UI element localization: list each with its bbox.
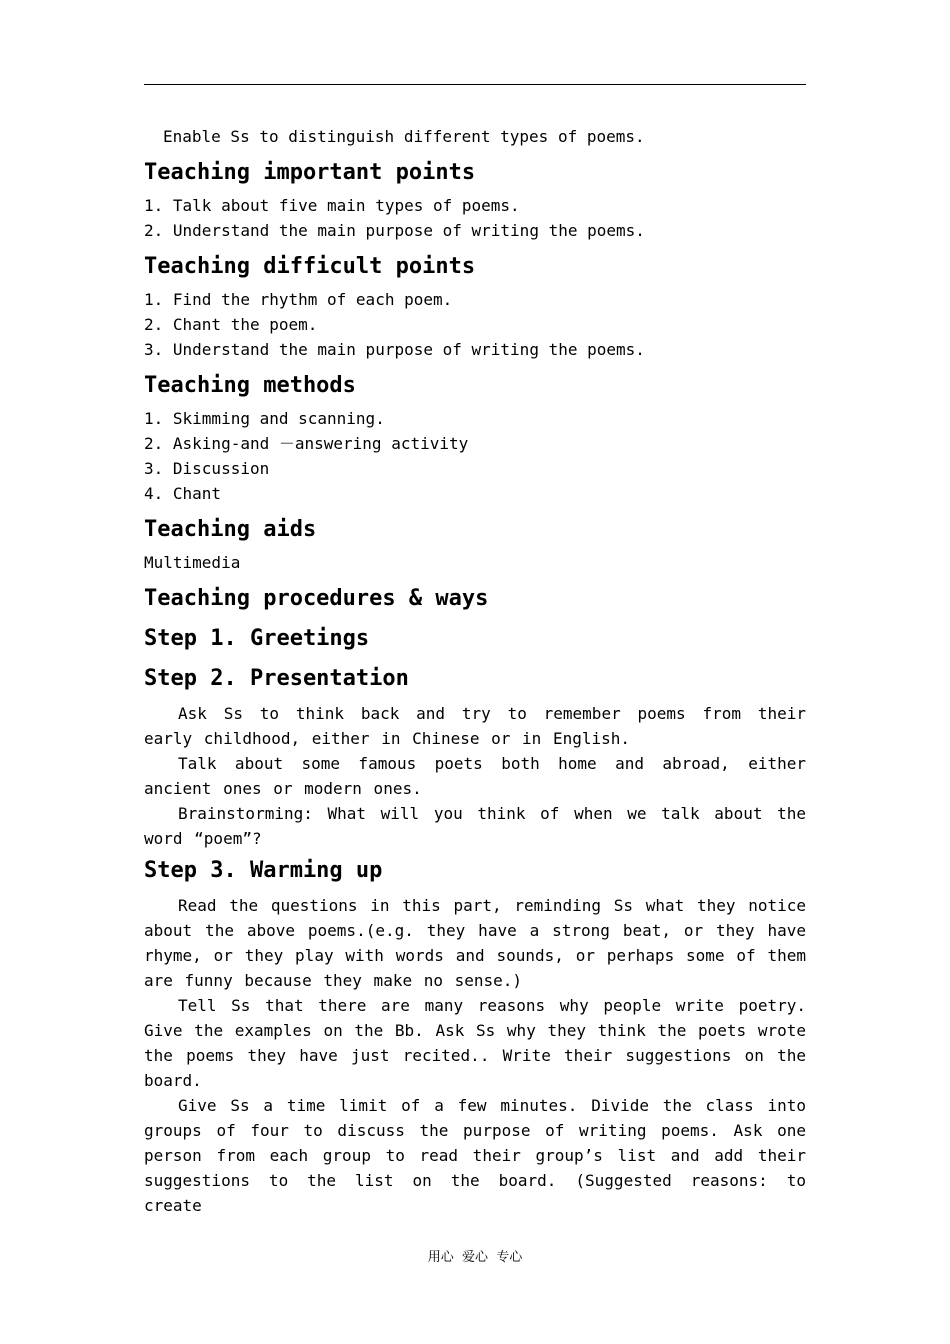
heading-teaching-procedures: Teaching procedures & ways (144, 586, 489, 611)
header-rule (144, 84, 806, 85)
heading-step-2: Step 2. Presentation (144, 666, 409, 691)
step2-paragraph: Ask Ss to think back and try to remember poems from their early childhood, either in Chinese or in English. (144, 704, 806, 748)
heading-teaching-aids: Teaching aids (144, 517, 317, 542)
list-item: 2. Chant the poem. (144, 315, 318, 334)
document-body (144, 124, 806, 1218)
important-points-list (144, 193, 806, 243)
step3-paragraph: Tell Ss that there are many reasons why people write poetry. Give the examples on the Bb. Ask Ss why they think the poets wrote the poems they have just recited.. Write their suggestions on the board. (144, 996, 806, 1090)
step3-paragraph: Give Ss a time limit of a few minutes. Divide the class into groups of four to discuss the purpose of writing poems. Ask one person from each group to read their group’s list and add their suggestions to the list on the board. (Suggested reasons: to create (144, 1096, 806, 1215)
page-footer: 用心 爱心 专心 (427, 1250, 523, 1265)
intro-line: Enable Ss to distinguish different types of poems. (163, 127, 645, 146)
list-item: 1. Skimming and scanning. (144, 409, 385, 428)
list-item: 1. Find the rhythm of each poem. (144, 290, 453, 309)
list-item: 3. Discussion (144, 459, 270, 478)
difficult-points-list (144, 287, 806, 362)
heading-important-points: Teaching important points (144, 160, 476, 185)
step3-paragraph: Read the questions in this part, reminding Ss what they notice about the above poems.(e.g. they have a strong beat, or they have rhyme, or they play with words and sounds, or perhaps some of them are funny because they make no sense.) (144, 896, 806, 990)
step2-paragraph: Talk about some famous poets both home and abroad, either ancient ones or modern ones. (144, 754, 806, 798)
heading-step-1: Step 1. Greetings (144, 626, 370, 651)
list-item: 3. Understand the main purpose of writing the poems. (144, 340, 645, 359)
heading-teaching-methods: Teaching methods (144, 373, 356, 398)
list-item: 2. Asking-and －answering activity (144, 434, 469, 453)
step2-paragraph: Brainstorming: What will you think of when we talk about the word “poem”? (144, 804, 806, 848)
teaching-methods-list (144, 406, 806, 506)
heading-difficult-points: Teaching difficult points (144, 254, 476, 279)
list-item: 2. Understand the main purpose of writing the poems. (144, 221, 645, 240)
heading-step-3: Step 3. Warming up (144, 858, 383, 883)
list-item: 1. Talk about five main types of poems. (144, 196, 520, 215)
list-item: 4. Chant (144, 484, 222, 503)
teaching-aids-text: Multimedia (144, 553, 241, 572)
